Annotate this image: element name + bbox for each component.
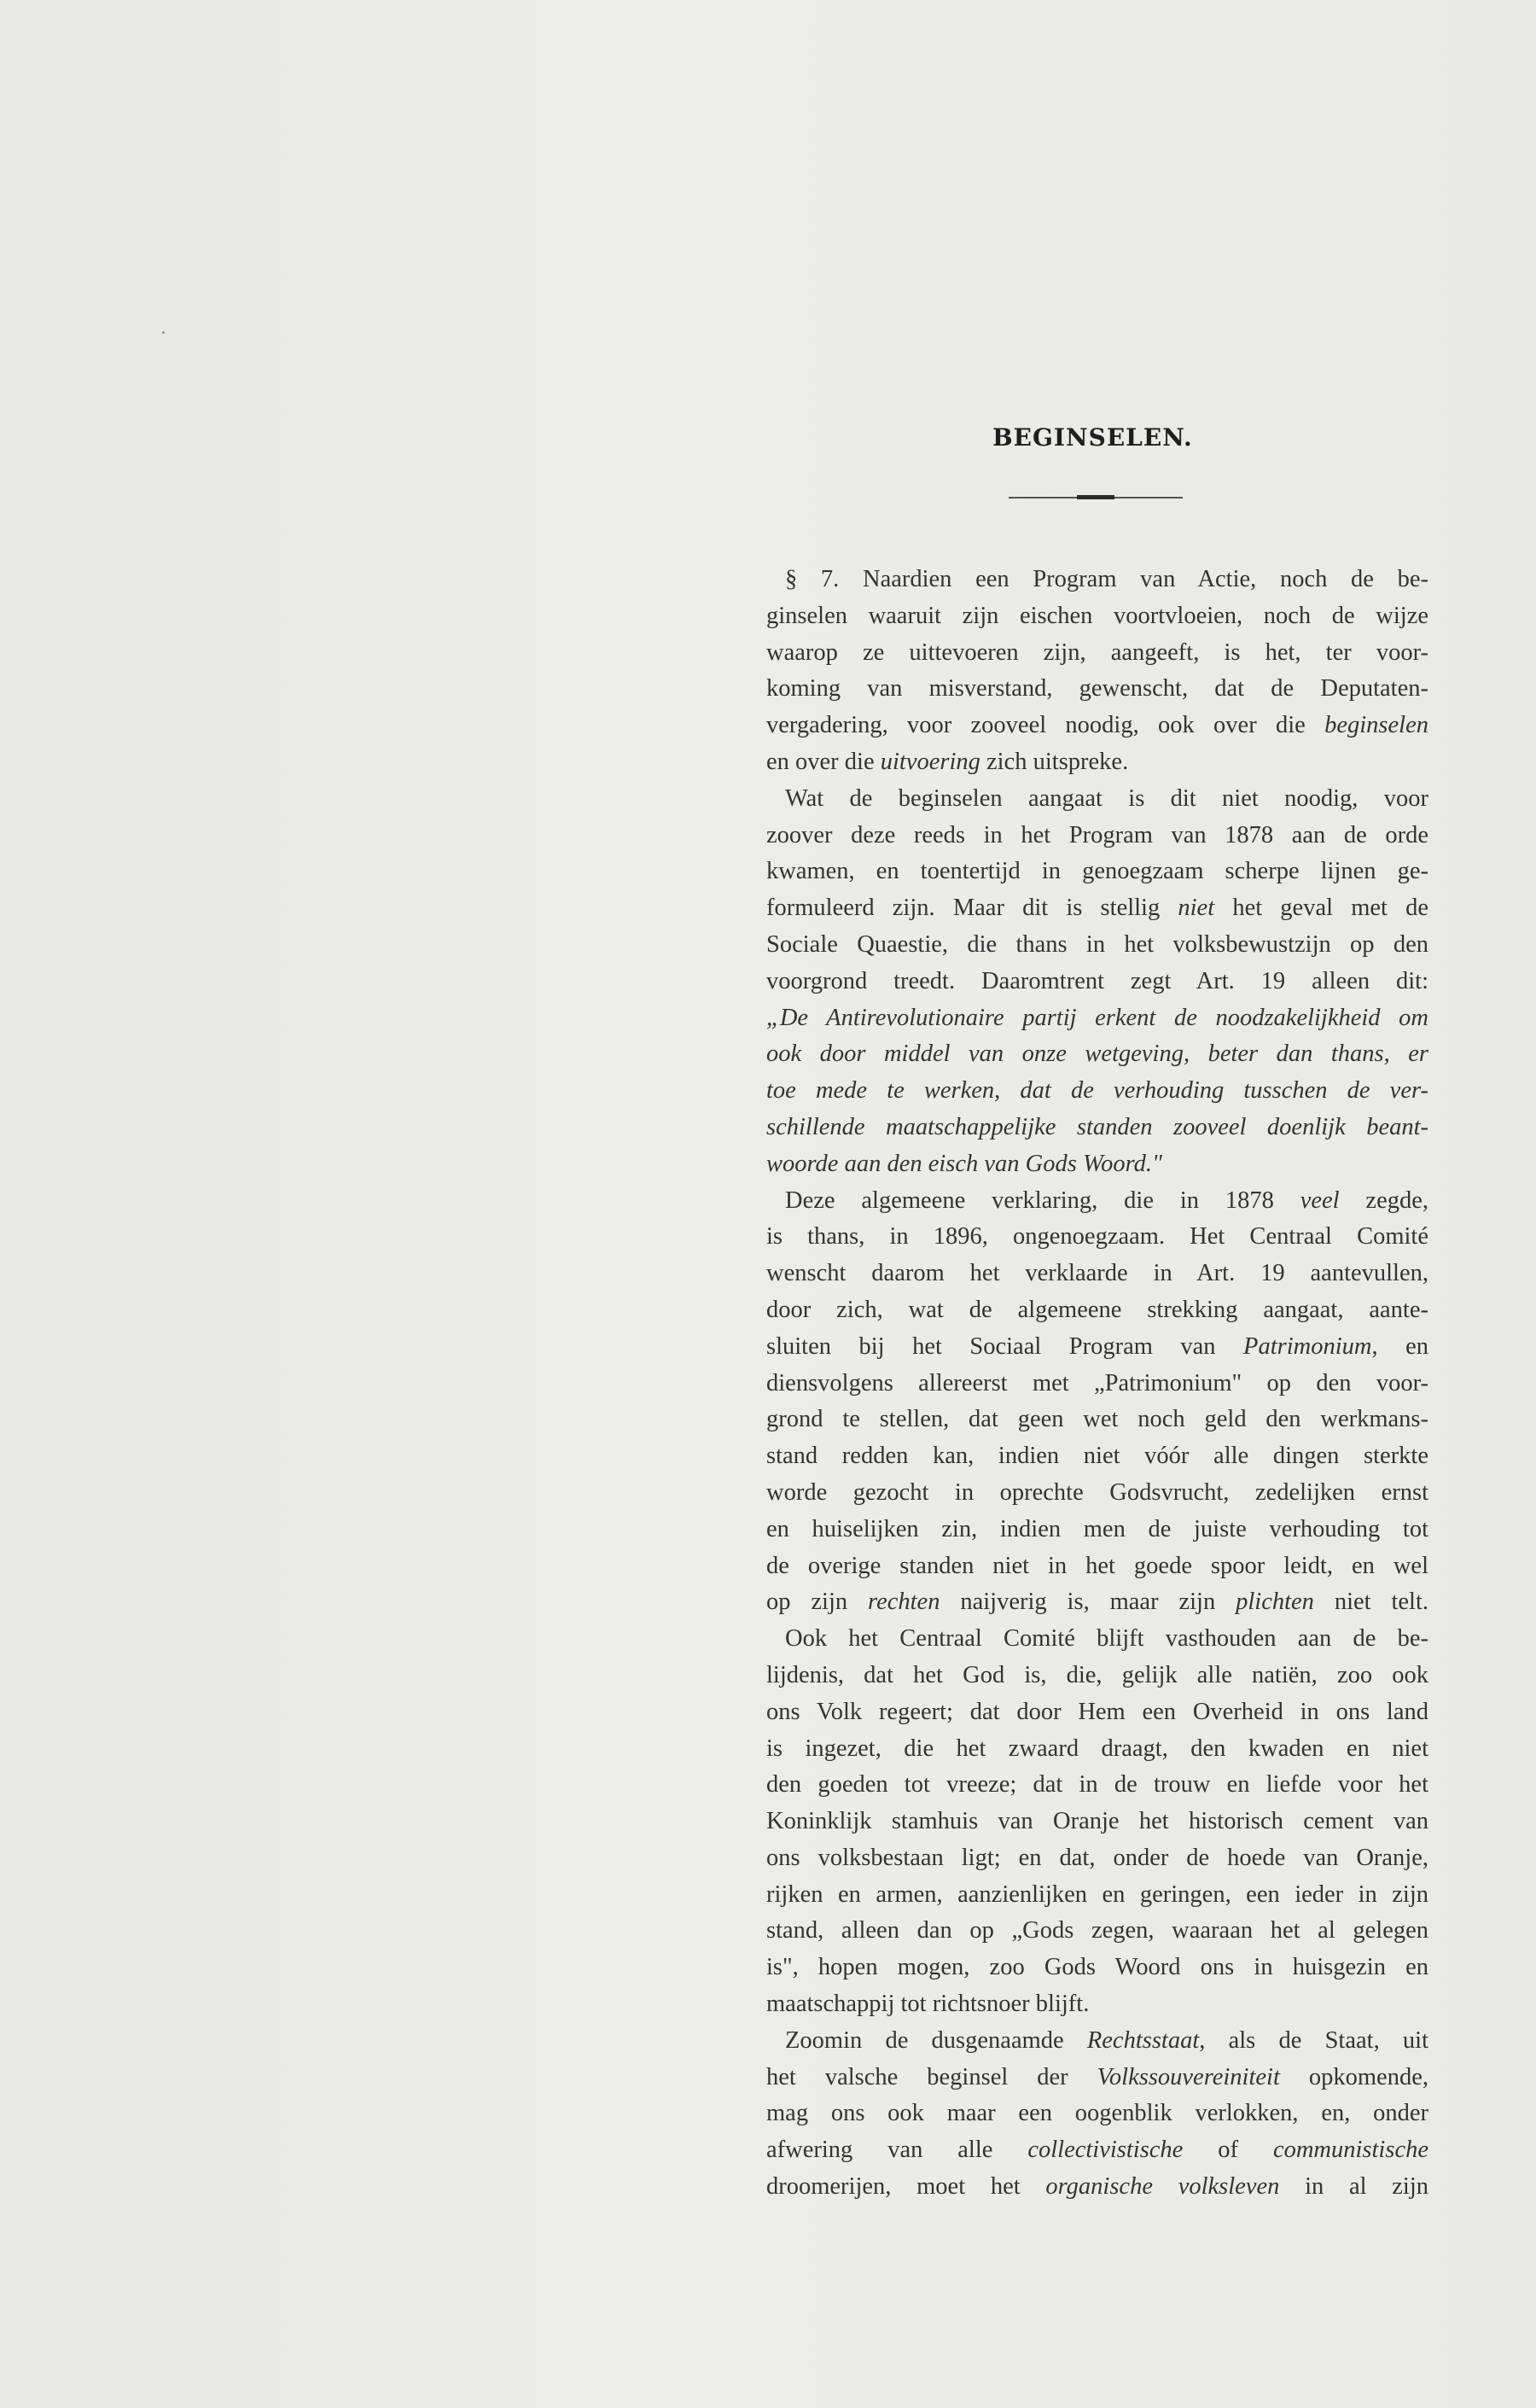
text-line: ons volksbestaan ligt; en dat, onder de hoede van Oranje,	[766, 1844, 1428, 1871]
text-line: Zoomin de dusgenaamde Rechtsstaat, als de Staat, uit	[785, 2026, 1428, 2054]
text-line: § 7. Naardien een Program van Actie, noch de be-	[785, 566, 1428, 592]
text-line: sluiten bij het Sociaal Program van Patrimonium, en	[766, 1332, 1428, 1360]
text-line: lijdenis, dat het God is, die, gelijk alle natiën, zoo ook	[766, 1661, 1428, 1688]
paper-speck	[162, 331, 165, 334]
text-line: schillende maatschappelijke standen zooveel doenlijk beant-	[766, 1113, 1428, 1140]
section-heading: BEGINSELEN.	[992, 423, 1193, 452]
text-line: kwamen, en toentertijd in genoegzaam scherpe lijnen ge-	[766, 858, 1428, 885]
text-line: door zich, wat de algemeene strekking aangaat, aante-	[766, 1296, 1428, 1323]
text-line: zoover deze reeds in het Program van 1878 aan de orde	[766, 821, 1428, 848]
text-line: vergadering, voor zooveel noodig, ook over die beginselen	[766, 712, 1428, 739]
body-text	[766, 562, 1428, 2206]
text-line: toe mede te werken, dat de verhouding tusschen de ver-	[766, 1077, 1428, 1105]
text-line: formuleerd zijn. Maar dit is stellig niet het geval met de	[766, 895, 1428, 922]
text-line: op zijn rechten naijverig is, maar zijn plichten niet telt.	[766, 1589, 1428, 1616]
text-line: mag ons ook maar een oogenblik verlokken, en, onder	[766, 2100, 1428, 2127]
text-line: en over die uitvoering zich uitspreke.	[766, 748, 1129, 775]
text-line: Deze algemeene verklaring, die in 1878 veel zegde,	[785, 1187, 1428, 1214]
text-line: koming van misverstand, gewenscht, dat de Deputaten-	[766, 675, 1428, 703]
text-line: Wat de beginselen aangaat is dit niet noodig, voor	[785, 784, 1428, 812]
text-line: woorde aan den eisch van Gods Woord."	[766, 1150, 1162, 1177]
text-line: is ingezet, die het zwaard draagt, den kwaden en niet	[766, 1735, 1428, 1762]
text-line: is thans, in 1896, ongenoegzaam. Het Centraal Comité	[766, 1223, 1428, 1251]
text-line: waarop ze uittevoeren zijn, aangeeft, is het, ter voor-	[766, 638, 1428, 666]
text-line: Sociale Quaestie, die thans in het volksbewustzijn op den	[766, 930, 1428, 958]
text-line: grond te stellen, dat geen wet noch geld den werkmans-	[766, 1406, 1428, 1433]
text-line: afwering van alle collectivistische of communistische	[766, 2137, 1428, 2164]
text-line: rijken en armen, aanzienlijken en geringen, een ieder in zijn	[766, 1880, 1428, 1908]
text-line: ook door middel van onze wetgeving, beter dan thans, er	[766, 1041, 1428, 1068]
text-line: wenscht daarom het verklaarde in Art. 19 aantevullen,	[766, 1260, 1428, 1287]
text-line: droomerijen, moet het organische volksleven in al zijn	[766, 2173, 1428, 2201]
text-line: Ook het Centraal Comité blijft vasthouden aan de be-	[785, 1625, 1428, 1653]
text-line: stand, alleen dan op „Gods zegen, waaraan het al gelegen	[766, 1917, 1428, 1944]
text-line: diensvolgens allereerst met „Patrimonium" op den voor-	[766, 1369, 1428, 1396]
text-line: en huiselijken zin, indien men de juiste verhouding tot	[766, 1515, 1428, 1542]
text-line: ons Volk regeert; dat door Hem een Overheid in ons land	[766, 1698, 1428, 1725]
text-line: maatschappij tot richtsnoer blijft.	[766, 1991, 1090, 2018]
text-line: worde gezocht in oprechte Godsvrucht, zedelijken ernst	[766, 1478, 1428, 1506]
text-line: de overige standen niet in het goede spoor leidt, en wel	[766, 1552, 1428, 1579]
text-line: is", hopen mogen, zoo Gods Woord ons in huisgezin en	[766, 1954, 1428, 1981]
text-line: stand redden kan, indien niet vóór alle dingen sterkte	[766, 1443, 1428, 1470]
text-line: ginselen waaruit zijn eischen voortvloeien, noch de wijze	[766, 602, 1428, 629]
text-line: den goeden tot vreeze; dat in de trouw en liefde voor het	[766, 1771, 1428, 1799]
divider-rule-center	[1077, 495, 1114, 499]
text-line: „De Antirevolutionaire partij erkent de noodzakelijkheid om	[766, 1004, 1428, 1031]
text-line: voorgrond treedt. Daaromtrent zegt Art. 19 alleen dit:	[766, 967, 1428, 994]
text-line: het valsche beginsel der Volkssouvereiniteit opkomende,	[766, 2063, 1428, 2090]
text-line: Koninklijk stamhuis van Oranje het historisch cement van	[766, 1808, 1428, 1835]
